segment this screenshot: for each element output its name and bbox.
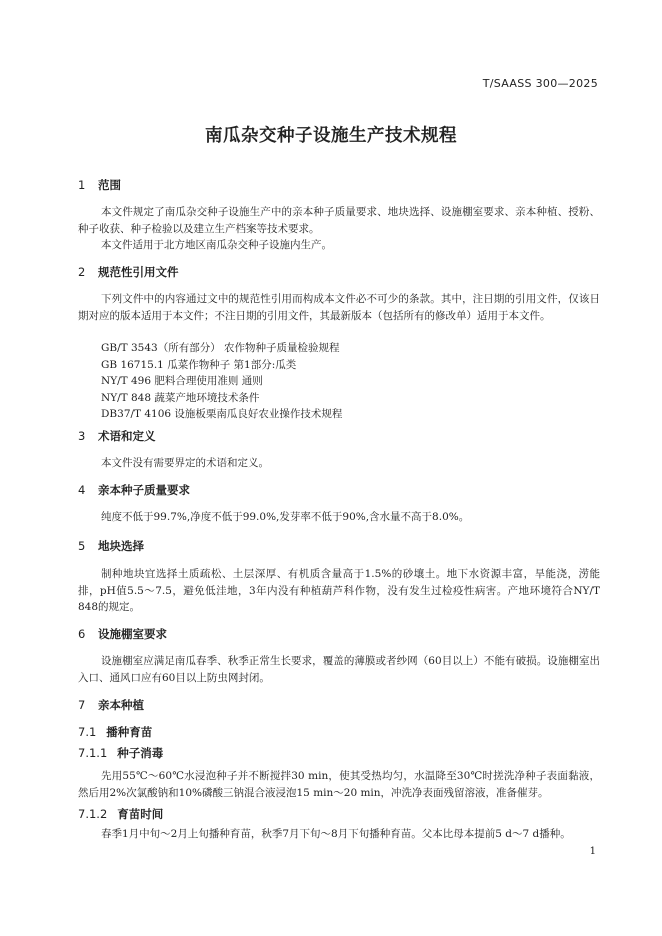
section-title: 术语和定义	[98, 429, 156, 443]
section-number: 6	[78, 627, 86, 641]
section-title: 规范性引用文件	[98, 265, 179, 279]
section-1-heading	[78, 177, 121, 193]
section-title: 亲本种子质量要求	[98, 483, 190, 497]
section-4-heading	[78, 482, 190, 498]
section-1-paragraph-1: 本文件规定了南瓜杂交种子设施生产中的亲本种子质量要求、地块选择、设施棚室要求、亲本种植、授粉、种子收获、种子检验以及建立生产档案等技术要求。	[78, 206, 600, 235]
section-number: 5	[78, 539, 86, 553]
section-number: 7	[78, 698, 86, 712]
section-title: 种子消毒	[117, 746, 164, 760]
section-7-1-2-text: 春季1月中旬～2月上旬播种育苗，秋季7月下旬～8月下旬播种育苗。父本比母本提前5 d～7 d播种。	[101, 828, 571, 840]
section-1-paragraph-2: 本文件适用于北方地区南瓜杂交种子设施内生产。	[101, 239, 332, 251]
section-7-heading	[78, 697, 144, 713]
page-number: 1	[589, 846, 596, 857]
section-3-heading	[78, 428, 156, 444]
section-number: 7.1.2	[78, 807, 108, 821]
section-2-heading	[78, 264, 179, 280]
section-number: 7.1	[78, 725, 97, 739]
reference-list	[101, 340, 342, 423]
section-6-text: 设施棚室应满足南瓜春季、秋季正常生长要求，覆盖的薄膜或者纱网（60目以上）不能有破损。设施棚室出入口、通风口应有60目以上防虫网封闭。	[78, 655, 600, 684]
standard-number: T/SAASS 300—2025	[482, 77, 598, 90]
section-2-intro: 下列文件中的内容通过文中的规范性引用而构成本文件必不可少的条款。其中，注日期的引用文件，仅该日期对应的版本适用于本文件；不注日期的引用文件，其最新版本（包括所有的修改单）适用于本文件。	[78, 293, 600, 322]
section-5-heading	[78, 538, 144, 554]
section-number: 3	[78, 429, 86, 443]
reference-item: NY/T 848 蔬菜产地环境技术条件	[101, 391, 260, 404]
reference-item: DB37/T 4106 设施板栗南瓜良好农业操作技术规程	[101, 408, 343, 420]
document-title: 南瓜杂交种子设施生产技术规程	[205, 126, 457, 146]
section-4-text: 纯度不低于99.7%,净度不低于99.0%,发芽率不低于90%,含水量不高于8.0%。	[101, 511, 470, 523]
section-title: 播种育苗	[106, 725, 153, 739]
section-6-heading	[78, 626, 167, 642]
section-number: 2	[78, 265, 86, 279]
section-3-text: 本文件没有需要界定的术语和定义。	[101, 457, 269, 469]
section-number: 1	[78, 178, 86, 192]
section-7-1-2-heading	[78, 806, 163, 822]
section-title: 亲本种植	[98, 698, 144, 712]
section-title: 设施棚室要求	[98, 627, 167, 641]
section-title: 育苗时间	[117, 807, 164, 821]
section-7-1-heading	[78, 724, 152, 740]
section-number: 7.1.1	[78, 746, 108, 760]
section-5-text: 制种地块宜选择土质疏松、土层深厚、有机质含量高于1.5%的砂壤土。地下水资源丰富，旱能浇，涝能排，pH值5.5～7.5，避免低洼地，3年内没有种植葫芦科作物，没有发生过检疫性病害。产地环境符合NY/T 848的规定。	[78, 568, 600, 613]
reference-item: NY/T 496 肥料合理使用准则 通则	[101, 375, 263, 387]
reference-item: GB 16715.1 瓜菜作物种子 第1部分:瓜类	[101, 358, 297, 371]
section-title: 地块选择	[98, 539, 144, 553]
section-title: 范围	[98, 178, 121, 192]
section-7-1-1-heading	[78, 745, 163, 761]
reference-item: GB/T 3543（所有部分） 农作物种子质量检验规程	[101, 342, 340, 354]
section-7-1-1-text: 先用55℃～60℃水浸泡种子并不断搅拌30 min，使其受热均匀，水温降至30℃时搓洗净种子表面黏液，然后用2%次氯酸钠和10%磷酸三钠混合液浸泡15 min～20 min，冲洗净表面残留溶液，准备催芽。	[78, 770, 600, 799]
section-number: 4	[78, 483, 86, 497]
